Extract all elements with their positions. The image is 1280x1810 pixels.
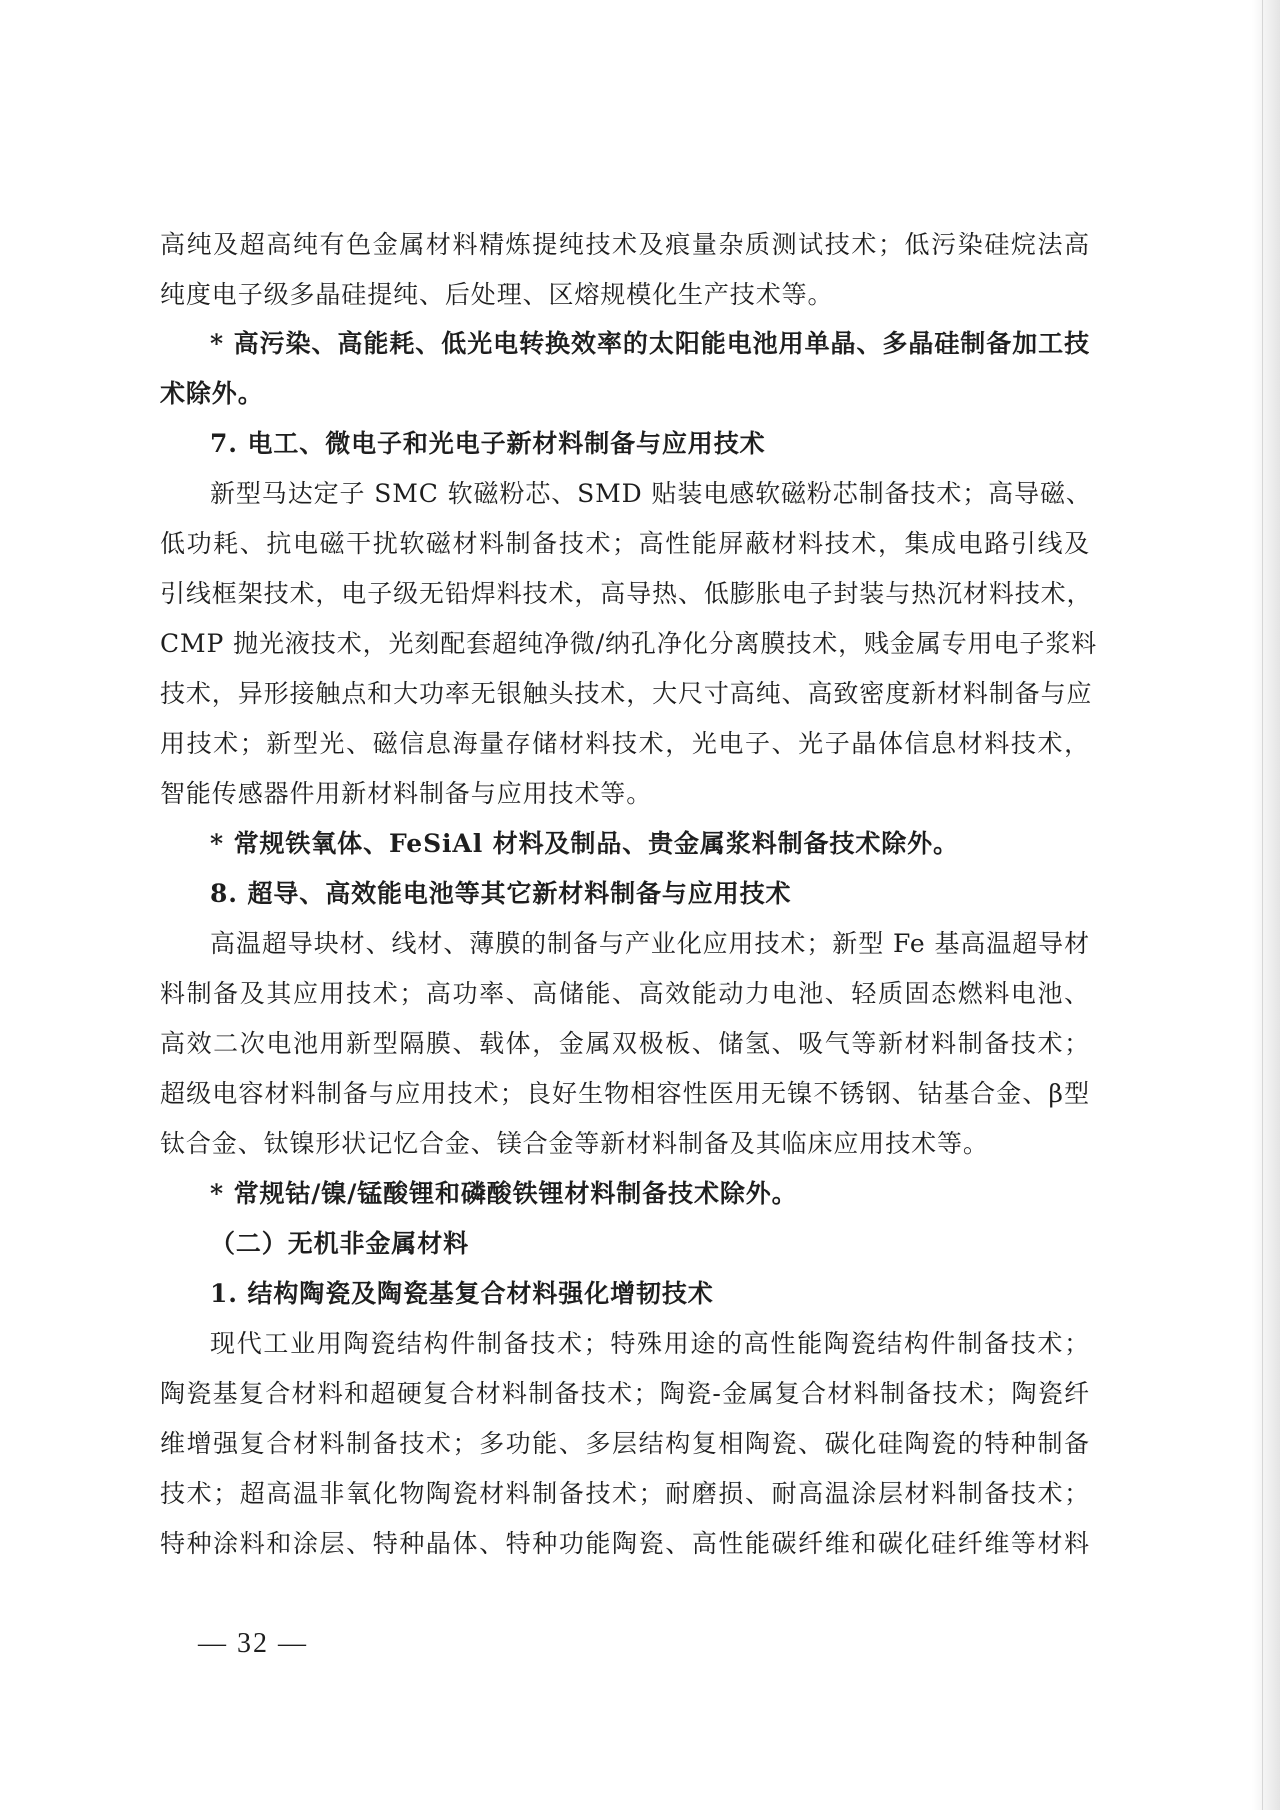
text-line-25: 维增强复合材料制备技术；多功能、多层结构复相陶瓷、碳化硅陶瓷的特种制备: [160, 1429, 1090, 1458]
text-line-26: 技术；超高温非氧化物陶瓷材料制备技术；耐磨损、耐高温涂层材料制备技术；: [160, 1479, 1090, 1508]
scan-page-edge: [1252, 0, 1280, 1810]
text-line-12: 智能传感器件用新材料制备与应用技术等。: [160, 779, 653, 808]
text-line-18: 超级电容材料制备与应用技术；良好生物相容性医用无镍不锈钢、钴基合金、β型: [160, 1079, 1090, 1108]
section-heading-7: 7. 电工、微电子和光电子新材料制备与应用技术: [210, 429, 766, 458]
section-heading-1: 1. 结构陶瓷及陶瓷基复合材料强化增韧技术: [210, 1279, 714, 1308]
document-page: [160, 0, 1098, 1810]
text-line-16: 料制备及其应用技术；高功率、高储能、高效能动力电池、轻质固态燃料电池、: [160, 979, 1090, 1008]
text-line-27: 特种涂料和涂层、特种晶体、特种功能陶瓷、高性能碳纤维和碳化硅纤维等材料: [160, 1529, 1090, 1558]
exclusion-note-2: * 常规铁氧体、FeSiAl 材料及制品、贵金属浆料制备技术除外。: [210, 829, 959, 858]
exclusion-note-1-line-1: * 高污染、高能耗、低光电转换效率的太阳能电池用单晶、多晶硅制备加工技: [210, 329, 1090, 358]
text-line-17: 高效二次电池用新型隔膜、载体，金属双极板、储氢、吸气等新材料制备技术；: [160, 1029, 1090, 1058]
text-line-6: 新型马达定子 SMC 软磁粉芯、SMD 贴装电感软磁粉芯制备技术；高导磁、: [210, 479, 1092, 508]
text-line-23: 现代工业用陶瓷结构件制备技术；特殊用途的高性能陶瓷结构件制备技术；: [210, 1329, 1090, 1358]
subsection-heading-inorganic: （二）无机非金属材料: [210, 1229, 470, 1258]
text-line-15: 高温超导块材、线材、薄膜的制备与产业化应用技术；新型 Fe 基高温超导材: [210, 929, 1090, 958]
text-line-24: 陶瓷基复合材料和超硬复合材料制备技术；陶瓷-金属复合材料制备技术；陶瓷纤: [160, 1379, 1090, 1408]
scan-edge-line: [1262, 0, 1263, 1810]
text-line-10: 技术，异形接触点和大功率无银触头技术，大尺寸高纯、高致密度新材料制备与应: [160, 679, 1093, 708]
page-number: — 32 —: [198, 1628, 308, 1659]
text-line-1: 高纯及超高纯有色金属材料精炼提纯技术及痕量杂质测试技术；低污染硅烷法高: [160, 230, 1090, 259]
text-line-9: CMP 抛光液技术，光刻配套超纯净微/纳孔净化分离膜技术，贱金属专用电子浆料: [160, 629, 1098, 658]
text-line-8: 引线框架技术，电子级无铅焊料技术，高导热、低膨胀电子封装与热沉材料技术，: [160, 579, 1093, 608]
exclusion-note-1-line-2: 术除外。: [160, 379, 264, 408]
text-line-19: 钛合金、钛镍形状记忆合金、镁合金等新材料制备及其临床应用技术等。: [160, 1129, 989, 1158]
text-line-11: 用技术；新型光、磁信息海量存储材料技术，光电子、光子晶体信息材料技术，: [160, 729, 1090, 758]
section-heading-8: 8. 超导、高效能电池等其它新材料制备与应用技术: [210, 879, 792, 908]
exclusion-note-3: * 常规钴/镍/锰酸锂和磷酸铁锂材料制备技术除外。: [210, 1179, 798, 1208]
text-line-7: 低功耗、抗电磁干扰软磁材料制备技术；高性能屏蔽材料技术，集成电路引线及: [160, 529, 1090, 558]
text-line-2: 纯度电子级多晶硅提纯、后处理、区熔规模化生产技术等。: [160, 280, 834, 309]
